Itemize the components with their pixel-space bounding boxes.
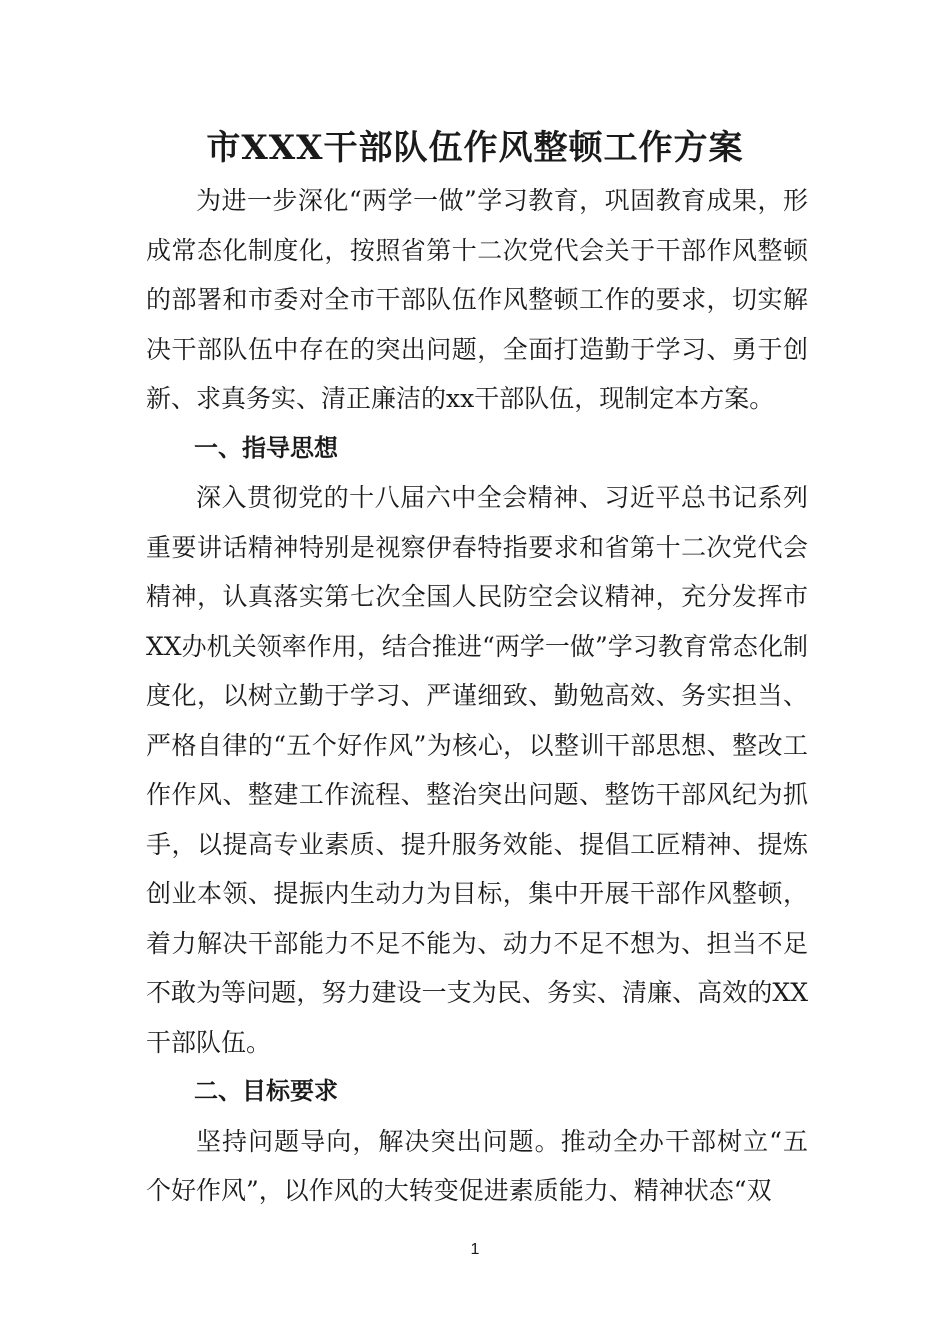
document-title: 市XXX干部队伍作风整顿工作方案	[206, 128, 744, 168]
intro-paragraph: 为进一步深化“两学一做”学习教育，巩固教育成果，形成常态化制度化，按照省第十二次党代会关于干部作风整顿的部署和市委对全市干部队伍作风整顿工作的要求，切实解决干部队伍中存在的突出问题，全面打造勤于学习、勇于创新、求真务实、清正廉洁的xx干部队伍，现制定本方案。	[146, 186, 808, 413]
page-number: 1	[470, 1241, 480, 1258]
document-body	[146, 176, 808, 1216]
section-paragraph-guiding-ideology: 深入贯彻党的十八届六中全会精神、习近平总书记系列重要讲话精神特别是视察伊春特指要求和省第十二次党代会精神，认真落实第七次全国人民防空会议精神，充分发挥市XX办机关领率作用，结合推进“两学一做”学习教育常态化制度化，以树立勤于学习、严谨细致、勤勉高效、务实担当、严格自律的“五个好作风”为核心，以整训干部思想、整改工作作风、整建工作流程、整治突出问题、整饬干部风纪为抓手，以提高专业素质、提升服务效能、提倡工匠精神、提炼创业本领、提振内生动力为目标，集中开展干部作风整顿，着力解决干部能力不足不能为、动力不足不想为、担当不足不敢为等问题，努力建设一支为民、务实、清廉、高效的XX干部队伍。	[146, 483, 808, 1057]
section-heading-goals: 二、目标要求	[194, 1077, 338, 1105]
section-heading-guiding-ideology: 一、指导思想	[194, 433, 338, 462]
section-paragraph-goals: 坚持问题导向，解决突出问题。推动全办干部树立“五个好作风”，以作风的大转变促进素质能力、精神状态“双	[146, 1126, 808, 1205]
